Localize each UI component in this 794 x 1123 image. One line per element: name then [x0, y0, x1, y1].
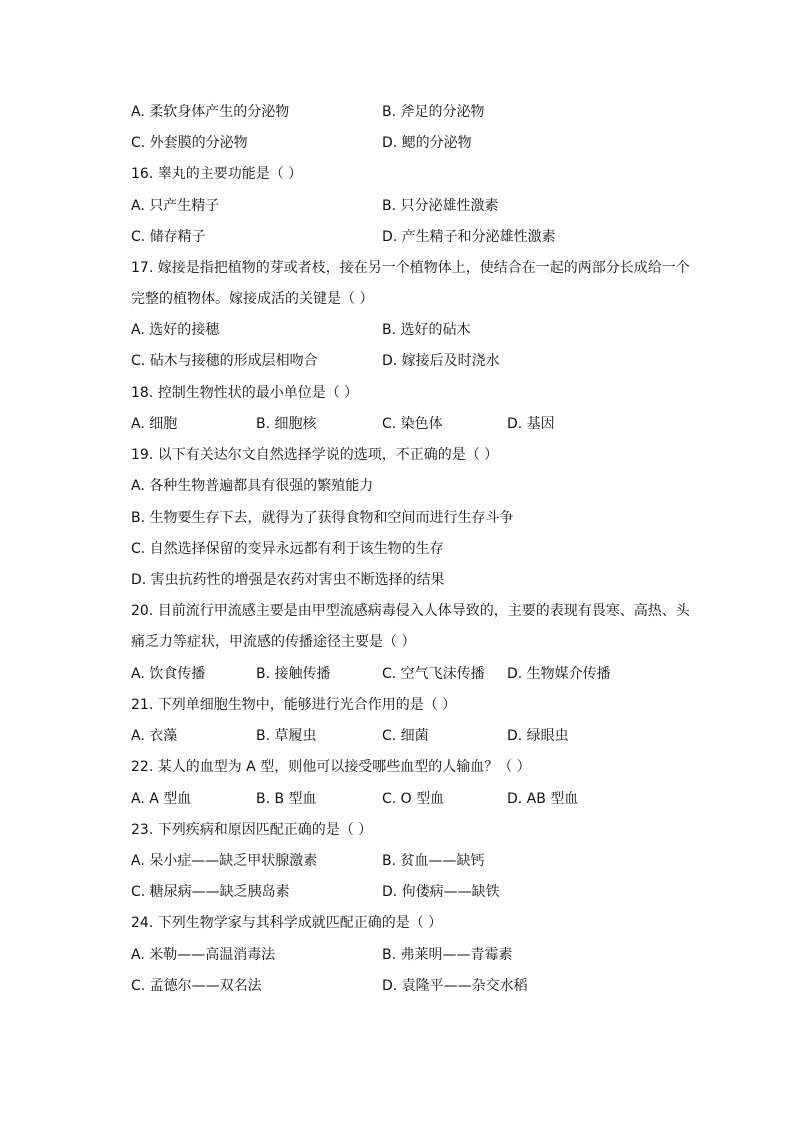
q16-stem: 16. 睾丸的主要功能是（ ） — [131, 166, 303, 182]
q17-option-c: C. 砧木与接穗的形成层相吻合 — [131, 353, 318, 369]
q18-option-a: A. 细胞 — [131, 416, 178, 432]
q16-option-d: D. 产生精子和分泌雄性激素 — [382, 229, 556, 245]
q17-option-d: D. 嫁接后及时浇水 — [382, 353, 500, 369]
q17-option-b: B. 选好的砧木 — [382, 322, 471, 338]
q18-option-b: B. 细胞核 — [256, 416, 317, 432]
q21-option-d: D. 绿眼虫 — [507, 728, 569, 744]
q19-option-c: C. 自然选择保留的变异永远都有利于该生物的生存 — [131, 541, 444, 557]
q24-option-c: C. 孟德尔——双名法 — [131, 978, 262, 994]
q20-option-c: C. 空气飞沫传播 — [382, 666, 485, 682]
q19-option-a: A. 各种生物普遍都具有很强的繁殖能力 — [131, 478, 374, 494]
q22-option-d: D. AB 型血 — [507, 791, 579, 807]
q24-option-b: B. 弗莱明——青霉素 — [382, 947, 513, 963]
q22-option-a: A. A 型血 — [131, 791, 192, 807]
q16-option-b: B. 只分泌雄性激素 — [382, 198, 499, 214]
q15-option-c: C. 外套膜的分泌物 — [131, 135, 248, 151]
q19-option-b: B. 生物要生存下去，就得为了获得食物和空间而进行生存斗争 — [131, 510, 514, 526]
q17-option-a: A. 选好的接穗 — [131, 322, 220, 338]
q16-option-c: C. 储存精子 — [131, 229, 206, 245]
q21-option-c: C. 细菌 — [382, 728, 429, 744]
q20-stem-line2: 痛乏力等症状，甲流感的传播途径主要是（ ） — [131, 634, 416, 650]
q15-option-d: D. 鳃的分泌物 — [382, 135, 472, 151]
q20-option-a: A. 饮食传播 — [131, 666, 206, 682]
q18-option-c: C. 染色体 — [382, 416, 443, 432]
q17-stem-line1: 17. 嫁接是指把植物的芽或者枝，接在另一个植物体上，使结合在一起的两部分长成给一个 — [131, 260, 690, 276]
q19-option-d: D. 害虫抗药性的增强是农药对害虫不断选择的结果 — [131, 572, 445, 588]
q24-option-d: D. 袁隆平——杂交水稻 — [382, 978, 528, 994]
q21-option-b: B. 草履虫 — [256, 728, 317, 744]
q20-stem-line1: 20. 目前流行甲流感主要是由甲型流感病毒侵入人体导致的，主要的表现有畏寒、高热、头 — [131, 603, 690, 619]
q19-stem: 19. 以下有关达尔文自然选择学说的选项，不正确的是（ ） — [131, 447, 499, 463]
q20-option-d: D. 生物媒介传播 — [507, 666, 611, 682]
q21-stem: 21. 下列单细胞生物中，能够进行光合作用的是（ ） — [131, 697, 457, 713]
q21-option-a: A. 衣藻 — [131, 728, 178, 744]
q23-option-b: B. 贫血——缺钙 — [382, 853, 485, 869]
q23-option-c: C. 糖尿病——缺乏胰岛素 — [131, 884, 290, 900]
q22-stem: 22. 某人的血型为 A 型，则他可以接受哪些血型的人输血？（ ） — [131, 759, 531, 775]
q18-option-d: D. 基因 — [507, 416, 555, 432]
q23-stem: 23. 下列疾病和原因匹配正确的是（ ） — [131, 822, 373, 838]
q15-option-b: B. 斧足的分泌物 — [382, 104, 485, 120]
q24-stem: 24. 下列生物学家与其科学成就匹配正确的是（ ） — [131, 915, 443, 931]
q23-option-d: D. 佝偻病——缺铁 — [382, 884, 500, 900]
q22-option-b: B. B 型血 — [256, 791, 317, 807]
q18-stem: 18. 控制生物性状的最小单位是（ ） — [131, 385, 359, 401]
q23-option-a: A. 呆小症——缺乏甲状腺激素 — [131, 853, 318, 869]
q17-stem-line2: 完整的植物体。嫁接成活的关键是（ ） — [131, 291, 374, 307]
q15-option-a: A. 柔软身体产生的分泌物 — [131, 104, 290, 120]
q22-option-c: C. O 型血 — [382, 791, 445, 807]
q16-option-a: A. 只产生精子 — [131, 198, 220, 214]
q24-option-a: A. 米勒——高温消毒法 — [131, 947, 276, 963]
q20-option-b: B. 接触传播 — [256, 666, 331, 682]
